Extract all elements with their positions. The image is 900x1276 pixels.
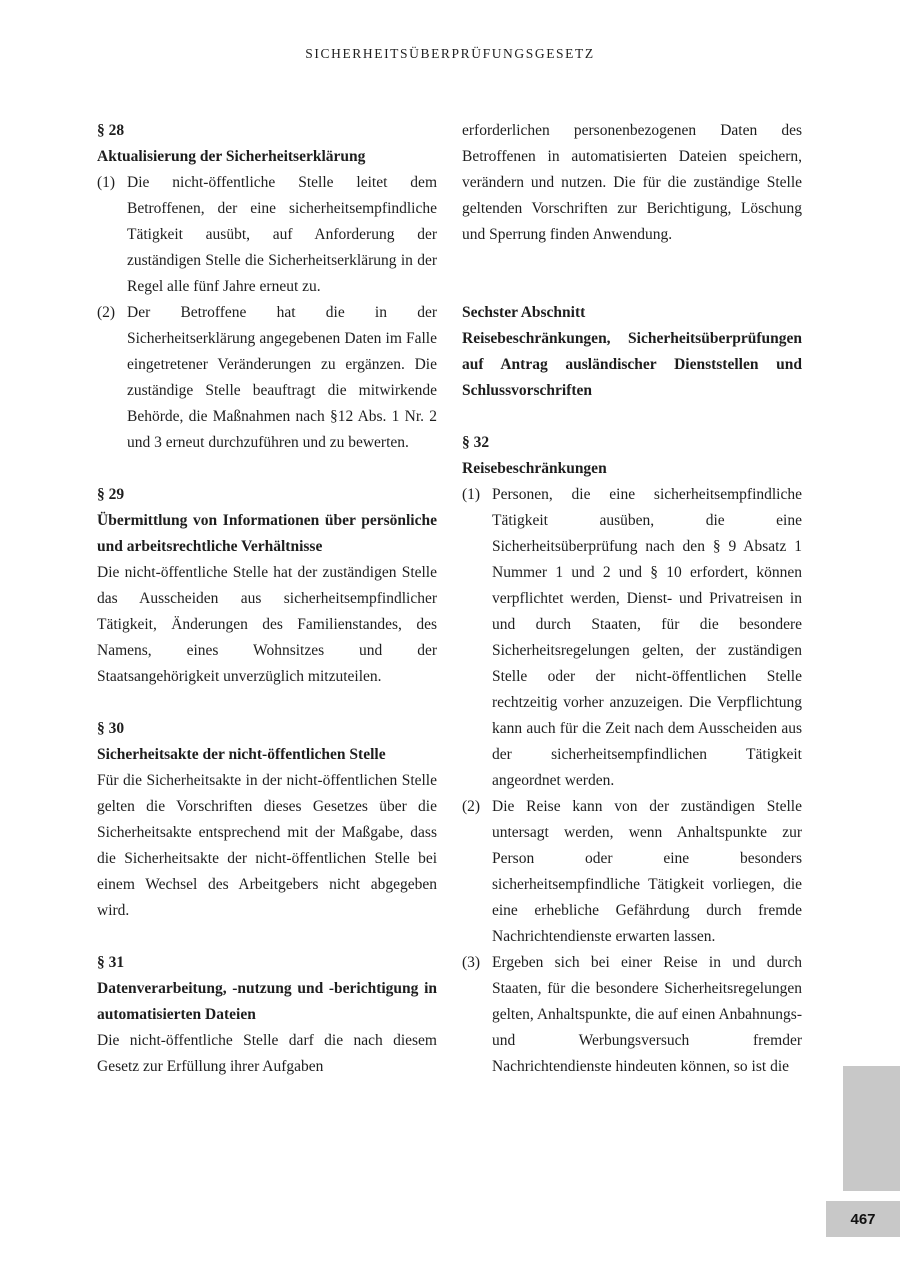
paragraph-number: (3) — [462, 954, 481, 971]
section-28-paragraph-2 — [97, 300, 437, 456]
right-column — [462, 118, 802, 1080]
abschnitt-title: Reisebeschränkungen, Sicherheitsüberprüfungen auf Antrag ausländischer Dienststellen und Schlussvorschriften — [462, 330, 802, 399]
paragraph-number: (1) — [462, 486, 481, 503]
section-32-title: Reisebeschränkungen — [462, 460, 607, 477]
paragraph-text: Der Betroffene hat die in der Sicherheitserklärung angegebenen Daten im Falle eingetretener Veränderungen zu ergänzen. Die zuständige Stelle beauftragt die mitwirkende Behörde, die Maßnahmen nach §12 Abs. 1 Nr. 2 und 3 erneut durchzuführen und zu bewerten. — [127, 304, 437, 451]
thumb-index-tab — [843, 1066, 900, 1191]
running-head: SICHERHEITSÜBERPRÜFUNGSGESETZ — [305, 46, 595, 61]
section-31-number: § 31 — [97, 954, 125, 971]
section-30-body: Für die Sicherheitsakte in der nicht-öffentlichen Stelle gelten die Vorschriften dieses Gesetzes über die Sicherheitsakte entsprechend mit der Maßgabe, dass die Sicherheitsakte der nicht-öffentlichen Stelle bei einem Wechsel des Arbeitgebers nicht abgegeben wird. — [97, 772, 437, 919]
section-31-continuation: erforderlichen personenbezogenen Daten des Betroffenen in automatisierten Dateien speichern, verändern und nutzen. Die für die zuständige Stelle geltenden Vorschriften zur Berichtigung, Löschung und Sperrung finden Anwendung. — [462, 122, 802, 243]
section-31 — [97, 950, 437, 1080]
text-columns — [97, 118, 802, 1080]
section-30-number: § 30 — [97, 720, 125, 737]
section-29-number: § 29 — [97, 486, 125, 503]
page-number: 467 — [850, 1210, 876, 1228]
section-30-title: Sicherheitsakte der nicht-öffentlichen Stelle — [97, 746, 386, 763]
section-29-body: Die nicht-öffentliche Stelle hat der zuständigen Stelle das Ausscheiden aus sicherheitsempfindlicher Tätigkeit, Änderungen des Familienstandes, des Namens, eines Wohnsitzes und der Staatsangehörigkeit unverzüglich mitzuteilen. — [97, 564, 437, 685]
section-32 — [462, 430, 802, 1080]
section-28-title: Aktualisierung der Sicherheitserklärung — [97, 148, 366, 165]
section-32-number: § 32 — [462, 434, 490, 451]
section-32-paragraph-1 — [462, 482, 802, 794]
paragraph-text: Personen, die eine sicherheitsempfindliche Tätigkeit ausüben, die eine Sicherheitsüberprüfung nach den § 9 Absatz 1 Nummer 1 und 2 und § 10 erfordert, können verpflichtet werden, Dienst- und Privatreisen in und durch Staaten, für die besondere Sicherheitsregelungen gelten, der zuständigen Stelle oder der nicht-öffentlichen Stelle rechtzeitig vorher anzuzeigen. Die Verpflichtung kann auch für die Zeit nach dem Ausscheiden aus der sicherheitsempfindlichen Tätigkeit angeordnet werden. — [492, 486, 802, 789]
paragraph-text: Die Reise kann von der zuständigen Stelle untersagt werden, wenn Anhaltspunkte zur Person oder eine besonders sicherheitsempfindliche Tätigkeit vorliegen, die eine erhebliche Gefährdung durch fremde Nachrichtendienste erwarten lassen. — [492, 798, 802, 945]
paragraph-number: (2) — [97, 304, 116, 321]
paragraph-number: (2) — [462, 798, 481, 815]
left-column — [97, 118, 437, 1080]
section-32-paragraph-2 — [462, 794, 802, 950]
page-number-box — [826, 1201, 900, 1237]
section-30 — [97, 716, 437, 924]
section-28-number: § 28 — [97, 122, 125, 139]
section-28-paragraph-1 — [97, 170, 437, 300]
section-29 — [97, 482, 437, 690]
paragraph-text: Die nicht-öffentliche Stelle leitet dem Betroffenen, der eine sicherheitsempfindliche Tätigkeit ausübt, auf Anforderung der zuständigen Stelle die Sicherheitserklärung in der Regel alle fünf Jahre erneut zu. — [127, 174, 437, 295]
section-31-body: Die nicht-öffentliche Stelle darf die nach diesem Gesetz zur Erfüllung ihrer Aufgaben — [97, 1032, 437, 1075]
paragraph-number: (1) — [97, 174, 116, 191]
abschnitt-heading — [462, 300, 802, 404]
section-29-title: Übermittlung von Informationen über persönliche und arbeitsrechtliche Verhältnisse — [97, 512, 437, 555]
section-32-paragraph-3 — [462, 950, 802, 1080]
abschnitt-label: Sechster Abschnitt — [462, 304, 586, 321]
paragraph-text: Ergeben sich bei einer Reise in und durch Staaten, für die besondere Sicherheitsregelungen gelten, Anhaltspunkte, die auf einen Anbahnungs- und Werbungsversuch fremder Nachrichtendienste hindeuten können, so ist die — [492, 954, 802, 1075]
section-31-title: Datenverarbeitung, -nutzung und -berichtigung in automatisierten Dateien — [97, 980, 437, 1023]
section-28 — [97, 118, 437, 456]
